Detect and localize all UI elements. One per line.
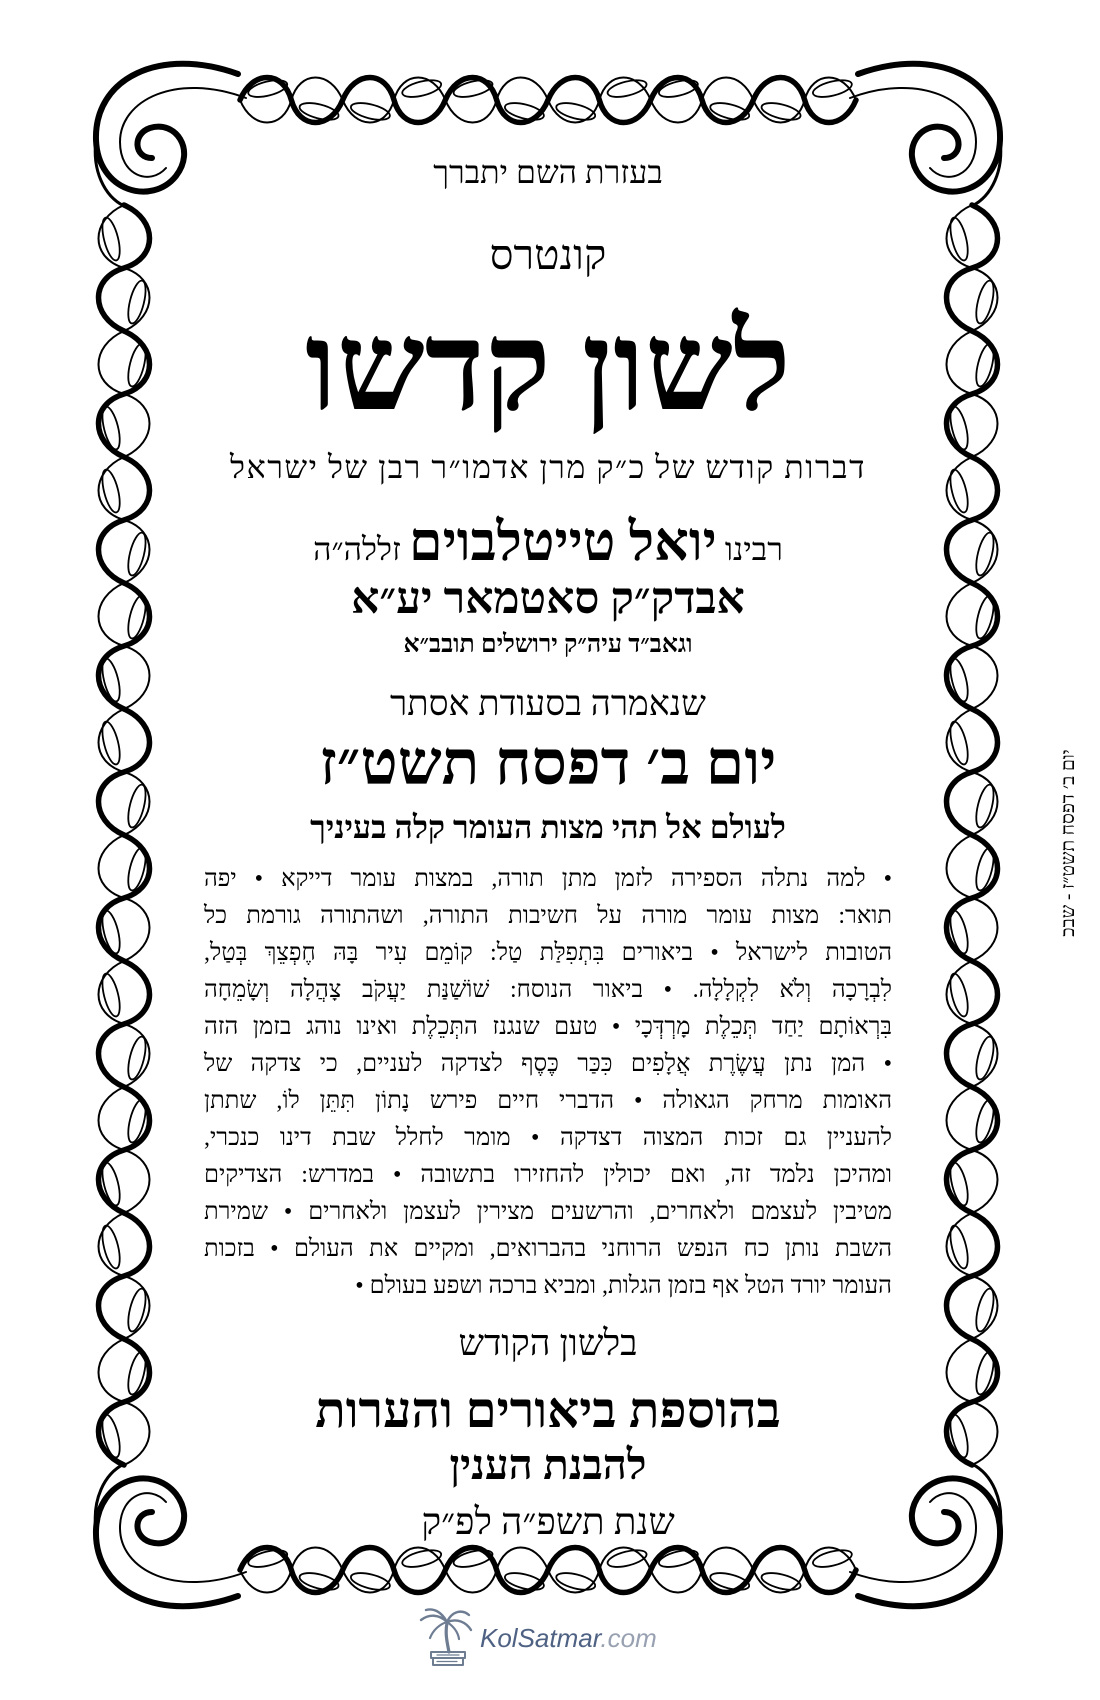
border-loop xyxy=(973,531,997,577)
border-link xyxy=(753,1548,856,1593)
border-loop xyxy=(99,405,123,451)
border-band xyxy=(240,77,856,123)
border-loop xyxy=(947,720,971,766)
author-prefix: רבינו xyxy=(724,531,783,567)
border-loop xyxy=(947,468,971,514)
author-name: יואל טייטלבוים xyxy=(408,512,717,572)
border-loop xyxy=(99,657,123,703)
border-loop xyxy=(99,1413,123,1459)
border-loop xyxy=(947,909,971,955)
summary-line: להעניין גם זכות המצוה דצדקה • מומר לחלל שבת דינו כנכרי, xyxy=(204,1125,892,1151)
border-link xyxy=(445,1548,548,1593)
purpose-note: להבנת הענין xyxy=(449,1443,647,1489)
author-position-2: וגאב״ד עיה״ק ירושלים תובב״א xyxy=(403,631,693,658)
border-loop xyxy=(947,216,971,262)
border-loop xyxy=(760,100,802,123)
border-loop xyxy=(973,279,997,325)
border-loop xyxy=(99,216,123,262)
border-loop xyxy=(99,468,123,514)
summary-line: לִבְרָכָה וְלֹא לִקְלָלָה. • ביאור הנוסח: שׁוֹשַׁנַּת יַעֲקֹב צָהֲלָה וְשָׂמֵחָה xyxy=(204,977,892,1003)
border-loop xyxy=(99,909,123,955)
booklet-label: קונטרס xyxy=(489,233,607,279)
summary-line: בִּרְאוֹתָם יַחַד תְּכֵלֶת מָרְדְּכָי • טעם שנגנז התְּכֵלֶת ואינו נוהג בזמן הזה xyxy=(204,1014,892,1040)
summary-line: הטובות לישראל • ביאורים בִּתְפִלַּת טַל: קוֹמֵם עִיר בָּהּ חֶפְצֵךְ בְּטַל, xyxy=(204,940,892,966)
border-side xyxy=(99,205,150,1465)
border-loop xyxy=(349,100,391,123)
summary-line: תואר: מצות עומר מורה על חשיבות התורה, ושהתורה גורמת כל xyxy=(204,903,892,929)
border-link xyxy=(651,78,754,123)
border-loop xyxy=(973,1035,997,1081)
logo-brand: KolSatmar xyxy=(480,1623,601,1653)
additions-note: בהוספת ביאורים והערות xyxy=(315,1382,781,1438)
theme-line: לעולם אל תהי מצות העומר קלה בעיניך xyxy=(310,809,786,845)
side-label: יום ב׳ דפסח תשט״ז - שבכ xyxy=(1058,749,1079,937)
border-loop xyxy=(973,783,997,829)
publication-year: שנת תשפ״ה לפ״ק xyxy=(421,1502,675,1543)
topics-summary xyxy=(204,861,892,1305)
language-note: בלשון הקודש xyxy=(458,1323,638,1363)
border-loop xyxy=(99,720,123,766)
border-link xyxy=(343,78,446,123)
border-loop xyxy=(349,1570,391,1593)
border-loop xyxy=(125,279,149,325)
border-loop xyxy=(99,972,123,1018)
summary-line: ומהיכן נלמד זה, ואם יכולין להחזירו בתשובה • במדרש: הצדיקים xyxy=(204,1162,892,1188)
border-loop xyxy=(947,405,971,451)
logo-domain: .com xyxy=(600,1623,657,1653)
border-link xyxy=(240,78,343,123)
author-line xyxy=(198,510,898,574)
palm-tree-icon xyxy=(418,1606,474,1668)
border-loop xyxy=(555,1570,597,1593)
border-loop xyxy=(760,1570,802,1593)
border-link xyxy=(343,1548,446,1593)
border-loop xyxy=(947,1161,971,1207)
border-loop xyxy=(947,1224,971,1270)
opening-blessing: בעזרת השם יתברך xyxy=(433,154,663,190)
summary-line: העומר יורד הטל אף בזמן הגלות, ומביא ברכה ושפע בעולם • xyxy=(355,1273,892,1299)
border-loop xyxy=(973,1287,997,1333)
border-link xyxy=(240,1548,343,1593)
border-loop xyxy=(99,1161,123,1207)
border-loop xyxy=(555,100,597,123)
border-loop xyxy=(99,1224,123,1270)
border-side xyxy=(947,205,998,1465)
author-position-1: אבדק״ק סאטמאר יע״א xyxy=(351,574,745,623)
page-title: לשון קדשו xyxy=(305,299,791,436)
border-loop xyxy=(125,783,149,829)
border-loop xyxy=(947,657,971,703)
summary-line: מטיבין לעצמם ולאחרים, והרשעים מצירין לעצמן ולאחרים • שמירת xyxy=(204,1199,892,1225)
occasion-intro: שנאמרה בסעודת אסתר xyxy=(390,684,706,723)
border-link xyxy=(651,1548,754,1593)
border-link xyxy=(548,1548,651,1593)
attribution-line: דברות קודש של כ״ק מרן אדמו״ר רבן של ישראל xyxy=(230,449,866,485)
site-logo xyxy=(480,1622,657,1654)
border-link xyxy=(548,78,651,123)
summary-line: השבת נותן כח הנפש הרוחני בהברואים, ומקיים את העולם • בזכות xyxy=(204,1236,892,1262)
border-link xyxy=(445,78,548,123)
border-loop xyxy=(125,1287,149,1333)
border-band xyxy=(240,1547,856,1593)
border-loop xyxy=(947,1413,971,1459)
border-loop xyxy=(125,531,149,577)
summary-line: • למה נתלה הספירה לזמן מתן תורה, במצות עומר דייקא • יפה xyxy=(204,866,892,892)
border-loop xyxy=(947,972,971,1018)
border-link xyxy=(753,78,856,123)
border-loop xyxy=(125,1035,149,1081)
occasion-date: יום ב׳ דפסח תשט״ז xyxy=(319,730,777,798)
summary-line: • המן נתן עֲשֶׂרֶת אֲלָפִים כִּכַּר כֶּסֶף לצדקה לעניים, כי צדקה של xyxy=(204,1051,892,1077)
summary-line: האומות מרחק הגאולה • הדברי חיים פירש נָתוֹן תִּתֵּן לוֹ, שתתן xyxy=(204,1088,892,1114)
author-suffix: זללה״ה xyxy=(313,531,401,567)
